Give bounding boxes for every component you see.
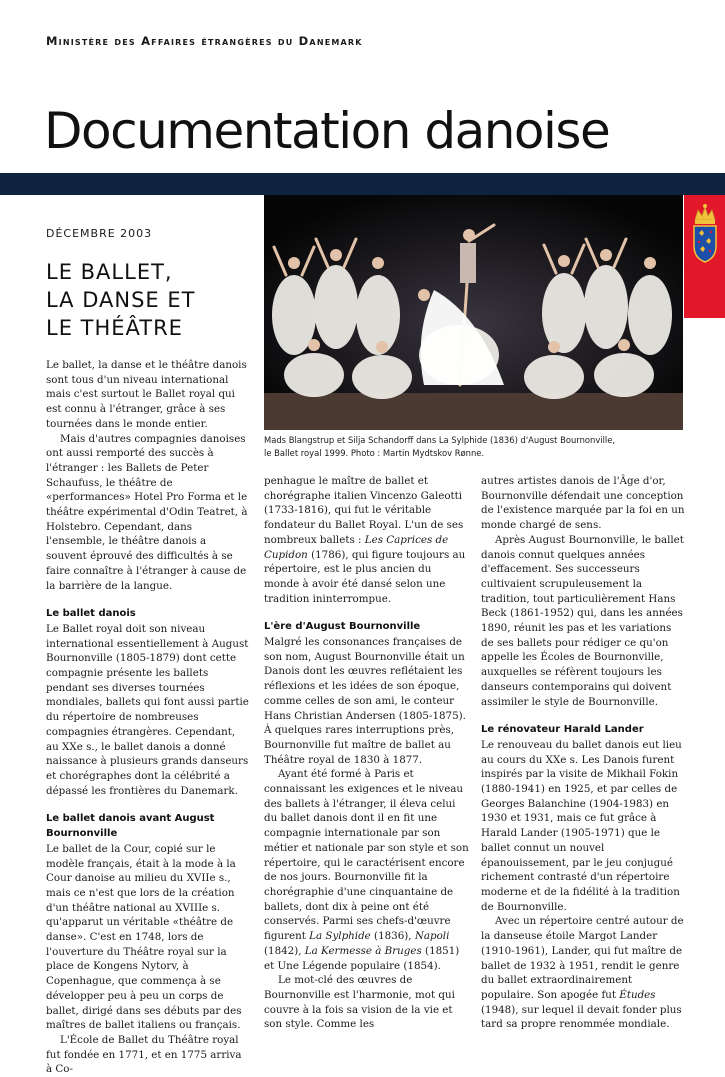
text-run: (1851) et Une Légende populaire (1854). (264, 944, 460, 972)
article-column-2 (264, 474, 469, 1032)
headline-line: LA DANSE ET (46, 288, 196, 312)
ballet-title: Les Caprices de Cupidon (264, 533, 449, 561)
ballet-title: Études (619, 988, 656, 1001)
paragraph: Malgré les consonances françaises de son nom, August Bournonville était un Danois dont les œuvres reflétaient les réflexions et les idées de son époque, comme celles de son ami, le conteur Hans Christian Andersen (1805-1875). À quelques rares interruptions près, Bournonville fut maître de ballet au Théâtre royal de 1830 à 1877. (264, 636, 466, 766)
paragraph (264, 474, 469, 606)
article-column-1 (46, 358, 250, 1077)
text-run: (1836), (370, 930, 415, 943)
danish-royal-crest-icon (690, 202, 720, 264)
ballet-title: Napoli (414, 930, 450, 943)
headline-line: LE THÉÂTRE (46, 316, 183, 340)
text-run: penhague le maître de ballet et chorégraphe italien Vincenzo Galeotti (1733-1816), qui fut le véritable fondateur du Ballet Royal. L'un de ses nombreux ballets : (264, 475, 464, 546)
ballet-title: La Sylphide (309, 930, 371, 943)
section-heading: Le rénovateur Harald Lander (481, 724, 644, 736)
header-band (0, 173, 725, 195)
ministry-name: Ministère des Affaires étrangères du Danemark (46, 34, 363, 48)
article-column-3 (481, 474, 685, 1032)
intro-paragraph: Le ballet, la danse et le théâtre danois sont tous d'un niveau international mais c'est surtout le Ballet royal qui est connu à l'étranger, grâce à ses tournées dans le monde entier. (46, 359, 247, 430)
caption-line: Mads Blangstrup et Silja Schandorff dans La Sylphide (1836) d'August Bournonville, (264, 435, 616, 445)
paragraph: Mais d'autres compagnies danoises ont aussi remporté des succès à l'étranger : les Ballets de Peter Schaufuss, le théâtre de «performances» Hotel Pro Forma et le théâtre expérimental d'Odin Teatret, à Holstebro. Cependant, dans l'ensemble, le théâtre danois a souvent éprouvé des difficultés à se faire connaître à l'étranger à cause de la barrière de la langue. (46, 432, 248, 592)
photo-caption (264, 434, 683, 459)
document-title: Documentation danoise (44, 102, 610, 160)
section-heading: Le ballet danois (46, 608, 136, 620)
paragraph: Après August Bournonville, le ballet danois connut quelques années d'effacement. Ses successeurs cultivaient scrupuleusement la tradition, tout particulièrement Hans Beck (1861-1952) qui, dans les années 1890, réunit les pas et les variations de ses ballets pour rédiger ce qu'on appelle les Écoles de Bournonville, auxquelles se réfèrent toujours les danseurs contemporains qui doivent assimiler le style de Bournonville. (481, 533, 684, 708)
paragraph: autres artistes danois de l'Âge d'or, Bournonville défendait une conception de l'existence marquée par la foi en un monde chargé de sens. (481, 475, 685, 532)
section-heading: Le ballet danois avant August Bournonville (46, 813, 215, 840)
paragraph: Le Ballet royal doit son niveau international essentiellement à August Bournonville (1805-1879) dont cette compagnie présente les ballets pendant ses diverses tournées mondiales, ballets qui font aussi partie du répertoire de nombreuses compagnies étrangères. Cependant, au XXe s., le ballet danois a donné naissance à plusieurs grands danseurs et chorégraphes dont la célébrité a dépassé les frontières du Danemark. (46, 622, 249, 797)
section-heading: L'ère d'August Bournonville (264, 621, 421, 633)
paragraph: Le ballet de la Cour, copié sur le modèle français, était à la mode à la Cour danoise au milieu du XVIIe s., mais ce n'est que lors de la création d'un théâtre national au XVIIIe s. qu'apparut un véritable «théâtre de danse». C'est en 1748, lors de l'ouverture du Théâtre royal sur la place de Kongens Nytorv, à Copenhague, que commença à se développer peu à peu un corps de ballet, dirigé dans ses débuts par des maîtres de ballet italiens ou français. (46, 842, 242, 1032)
issue-date: DÉCEMBRE 2003 (46, 227, 153, 240)
ballet-title: La Kermesse à Bruges (304, 944, 422, 957)
paragraph: Le renouveau du ballet danois eut lieu au cours du XXe s. Les Danois furent inspirés par la visite de Mikhail Fokin (1880-1941) en 1925, et par celles de Georges Balanchine (1904-1983) en 1930 et 1931, mais ce fut grâce à Harald Lander (1905-1971) que le ballet connut un nouvel épanouissement, par le jeu conjugué richement contrasté d'un répertoire moderne et de la fidélité à la tradition de Bournonville. (481, 738, 682, 913)
paragraph: L'École de Ballet du Théâtre royal fut fondée en 1771, et en 1775 arriva à Co- (46, 1033, 242, 1076)
article-headline (46, 258, 256, 342)
text-run: (1786), qui figure toujours au répertoire, est le plus ancien du monde à avoir été dansé selon une tradition ininterrompue. (264, 548, 466, 605)
paragraph (481, 914, 685, 1032)
ballet-photo (264, 195, 683, 430)
paragraph (264, 767, 469, 973)
text-run: Ayant été formé à Paris et connaissant les exigences et le niveau des ballets à l'étranger, il éleva celui du ballet danois dont il en fit une compagnie internationale par son métier et nationale par son style et son répertoire, qui le caractérisent encore de nos jours. Bournonville fit la chorégraphie d'une cinquantaine de ballets, dont dix à peine ont été conservés. Parmi ses chefs-d'œuvre figurent (264, 768, 469, 943)
text-run: Avec un répertoire centré autour de la danseuse étoile Margot Lander (1910-1961), Lander, qui fut maître de ballet de 1932 à 1951, rendit le genre du ballet extraordinairement populaire. Son apogée fut (481, 915, 684, 1001)
headline-line: LE BALLET, (46, 260, 173, 284)
text-run: (1842), (264, 944, 305, 957)
caption-line: le Ballet royal 1999. Photo : Martin Mydtskov Rønne. (264, 447, 485, 458)
paragraph: Le mot-clé des œuvres de Bournonville est l'harmonie, mot qui couvre à la fois sa vision de la vie et son style. Comme les (264, 974, 455, 1031)
text-run: (1948), sur lequel il devait fonder plus tard sa propre renommée mondiale. (481, 1003, 682, 1031)
